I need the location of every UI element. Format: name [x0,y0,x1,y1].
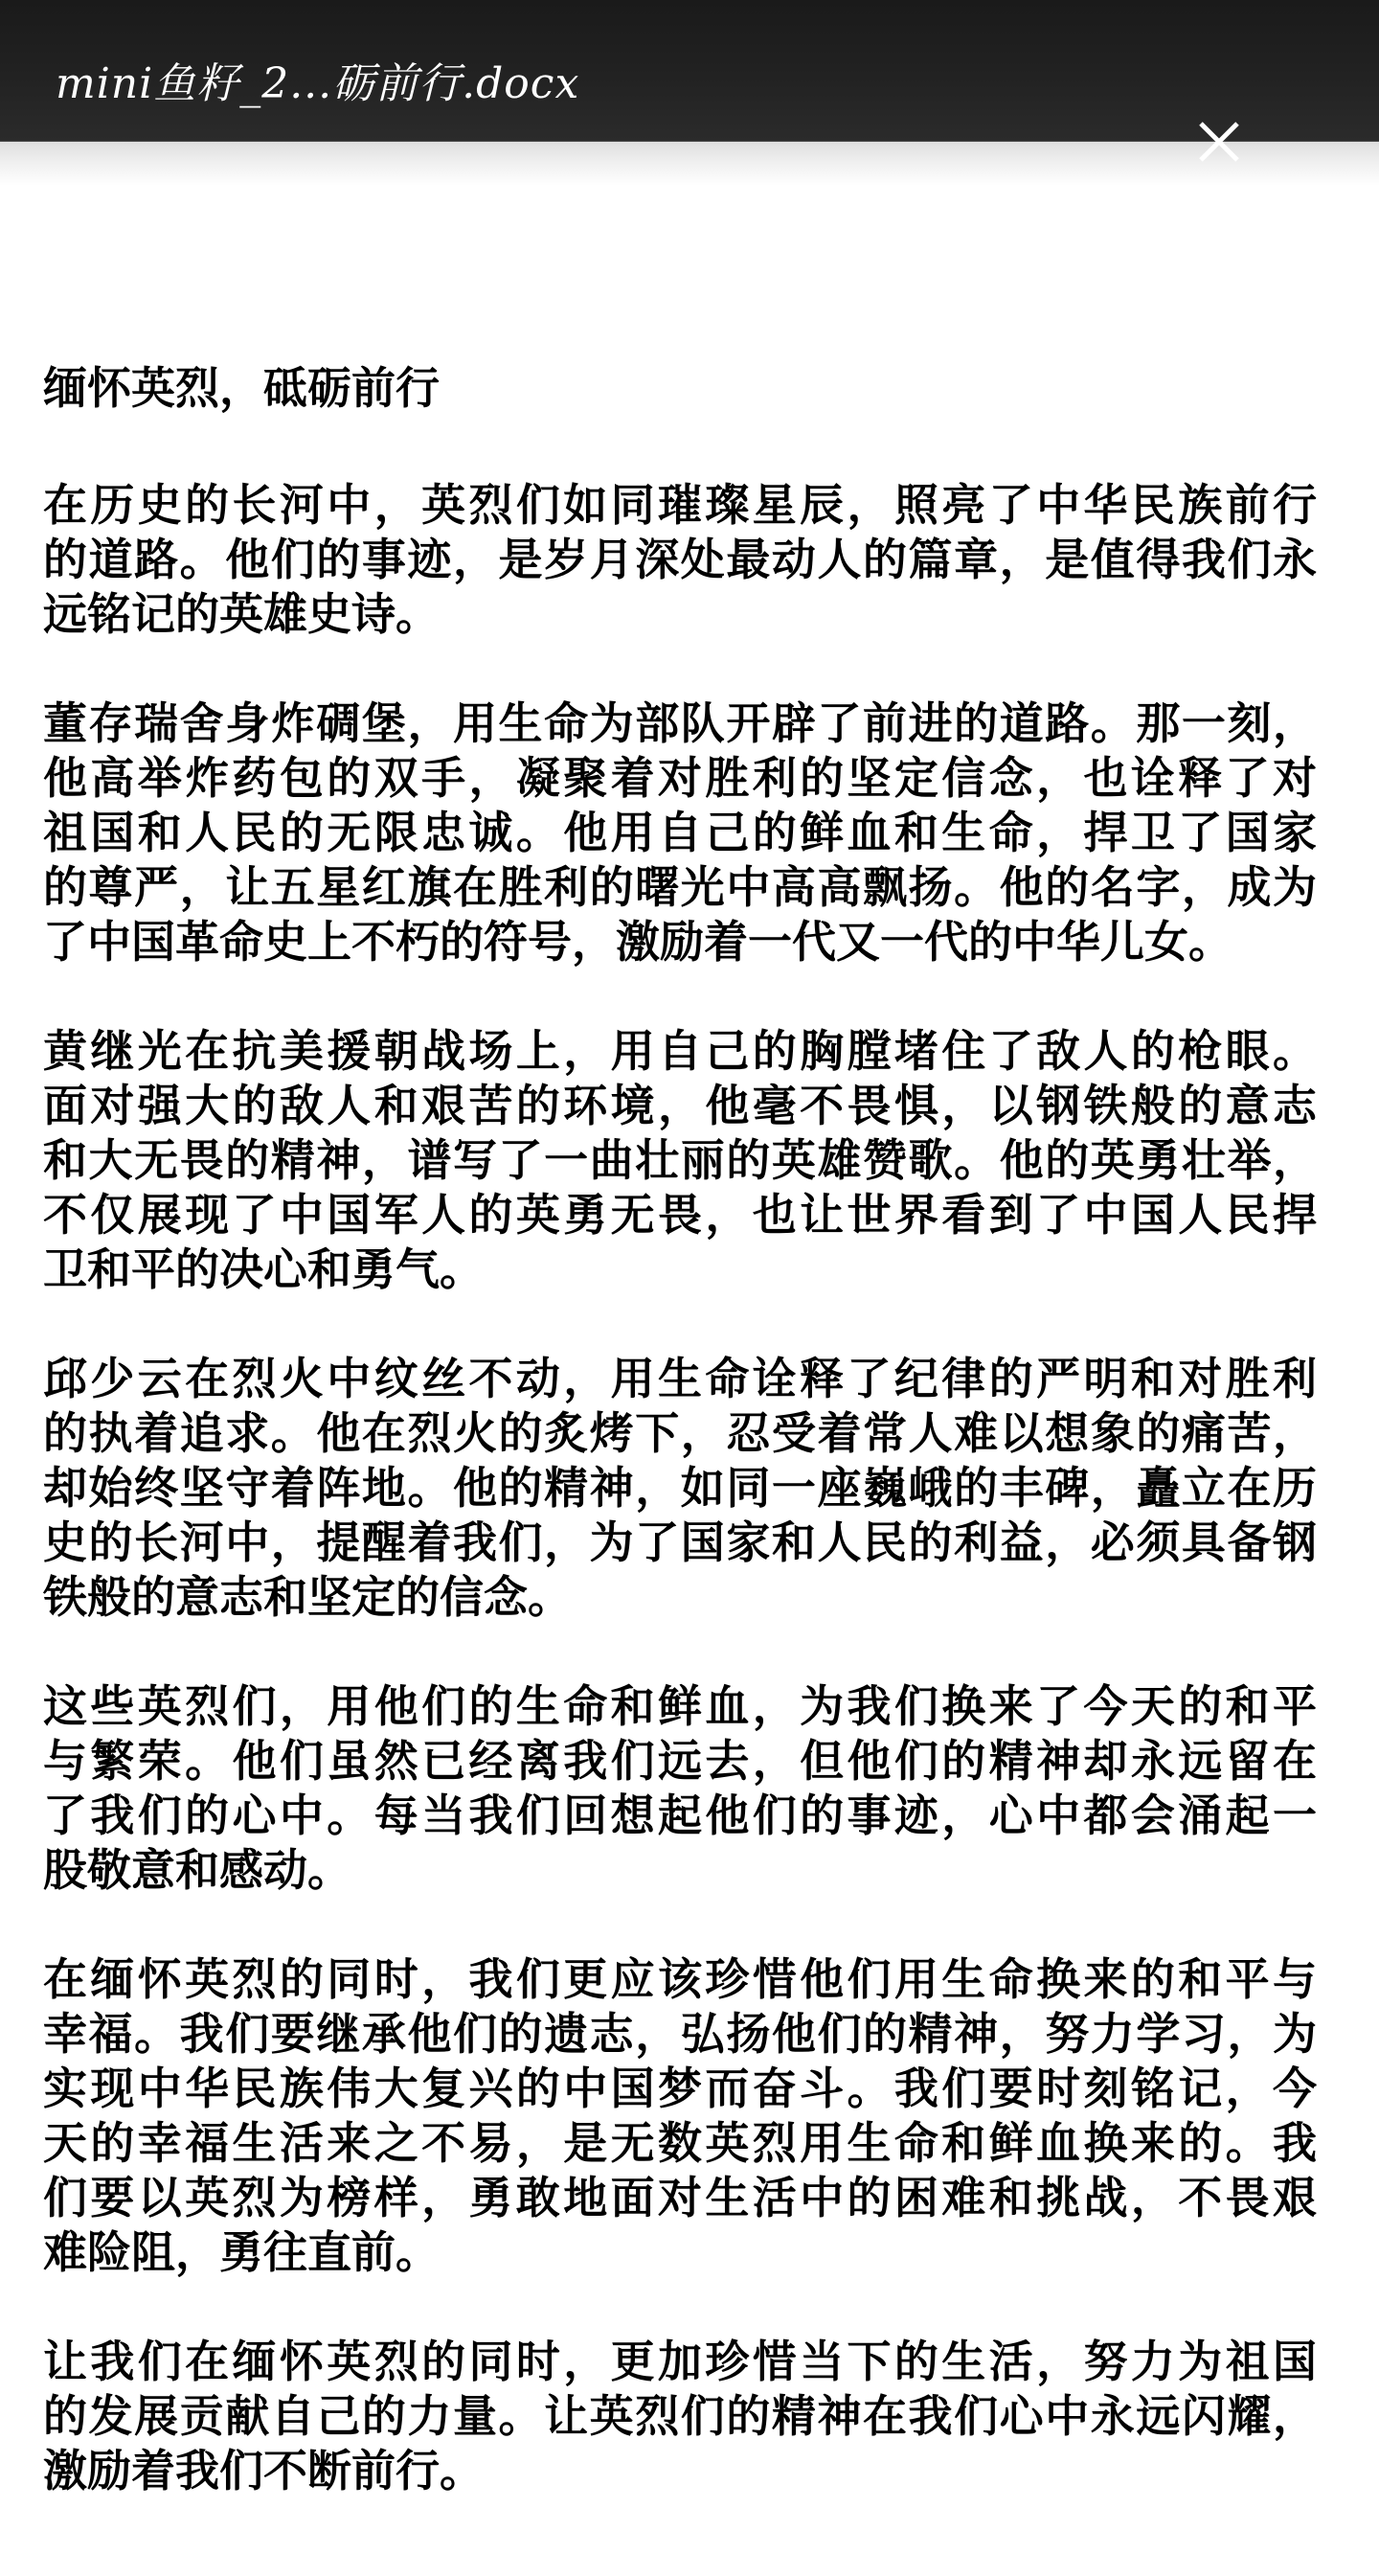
paragraph-line: 不仅展现了中国军人的英勇无畏，也让世界看到了中国人民捍 [43,1189,1317,1241]
paragraph-line: 难险阻，勇往直前。 [43,2226,440,2278]
header-shadow [0,142,1379,186]
document-title-text: 缅怀英烈，砥砺前行 [43,362,440,414]
paragraph-line: 他高举炸药包的双手，凝聚着对胜利的坚定信念，也诠释了对 [43,752,1317,804]
paragraph-line: 在历史的长河中，英烈们如同璀璨星辰，照亮了中华民族前行 [43,479,1317,531]
paragraph-line: 黄继光在抗美援朝战场上，用自己的胸膛堵住了敌人的枪眼。 [43,1025,1317,1077]
document-title [43,361,1317,416]
paragraph [43,1024,1317,1297]
paragraph-line: 们要以英烈为榜样，勇敢地面对生活中的困难和挑战，不畏艰 [43,2172,1317,2223]
paragraph-line: 了中国革命史上不朽的符号，激励着一代又一代的中华儿女。 [43,916,1232,968]
paragraph-line: 却始终坚守着阵地。他的精神，如同一座巍峨的丰碑，矗立在历 [43,1462,1317,1514]
paragraph-line: 邱少云在烈火中纹丝不动，用生命诠释了纪律的严明和对胜利 [43,1353,1317,1404]
paragraph [43,2335,1317,2498]
paragraph-line: 实现中华民族伟大复兴的中国梦而奋斗。我们要时刻铭记，今 [43,2063,1317,2114]
paragraph-line: 史的长河中，提醒着我们，为了国家和人民的利益，必须具备钢 [43,1516,1317,1568]
paragraph-line: 董存瑞舍身炸碉堡，用生命为部队开辟了前进的道路。那一刻， [43,697,1317,749]
paragraph-line: 的道路。他们的事迹，是岁月深处最动人的篇章，是值得我们永 [43,534,1317,585]
paragraph-line: 幸福。我们要继承他们的遗志，弘扬他们的精神，努力学习，为 [43,2008,1317,2060]
paragraph-line: 和大无畏的精神，谱写了一曲壮丽的英雄赞歌。他的英勇壮举， [43,1134,1317,1186]
paragraph-line: 的执着追求。他在烈火的炙烤下，忍受着常人难以想象的痛苦， [43,1407,1317,1459]
paragraph-line: 铁般的意志和坚定的信念。 [43,1571,572,1623]
paragraph [43,696,1317,969]
file-name-title: mini鱼籽_2...砺前行.docx [56,59,580,108]
viewer-header [0,0,1379,142]
paragraph-line: 的发展贡献自己的力量。让英烈们的精神在我们心中永远闪耀， [43,2390,1317,2442]
paragraph-line: 远铭记的英雄史诗。 [43,588,440,640]
paragraph-line: 激励着我们不断前行。 [43,2445,484,2496]
paragraph [43,1952,1317,2280]
paragraph-line: 天的幸福生活来之不易，是无数英烈用生命和鲜血换来的。我 [43,2117,1317,2169]
paragraph [43,1679,1317,1898]
close-icon [1195,118,1243,166]
paragraph [43,478,1317,642]
paragraph-line: 股敬意和感动。 [43,1844,351,1896]
paragraph-line: 面对强大的敌人和艰苦的环境，他毫不畏惧，以钢铁般的意志 [43,1080,1317,1131]
document-body [43,361,1317,2553]
paragraph [43,1352,1317,1625]
paragraph-line: 让我们在缅怀英烈的同时，更加珍惜当下的生活，努力为祖国 [43,2336,1317,2387]
paragraph-line: 的尊严，让五星红旗在胜利的曙光中高高飘扬。他的名字，成为 [43,861,1317,913]
paragraph-line: 这些英烈们，用他们的生命和鲜血，为我们换来了今天的和平 [43,1680,1317,1732]
close-button[interactable] [1195,118,1243,166]
paragraph-line: 祖国和人民的无限忠诚。他用自己的鲜血和生命，捍卫了国家 [43,807,1317,858]
paragraph-line: 与繁荣。他们虽然已经离我们远去，但他们的精神却永远留在 [43,1735,1317,1787]
paragraph-line: 在缅怀英烈的同时，我们更应该珍惜他们用生命换来的和平与 [43,1953,1317,2005]
paragraph-line: 了我们的心中。每当我们回想起他们的事迹，心中都会涌起一 [43,1790,1317,1841]
paragraph-line: 卫和平的决心和勇气。 [43,1243,484,1295]
